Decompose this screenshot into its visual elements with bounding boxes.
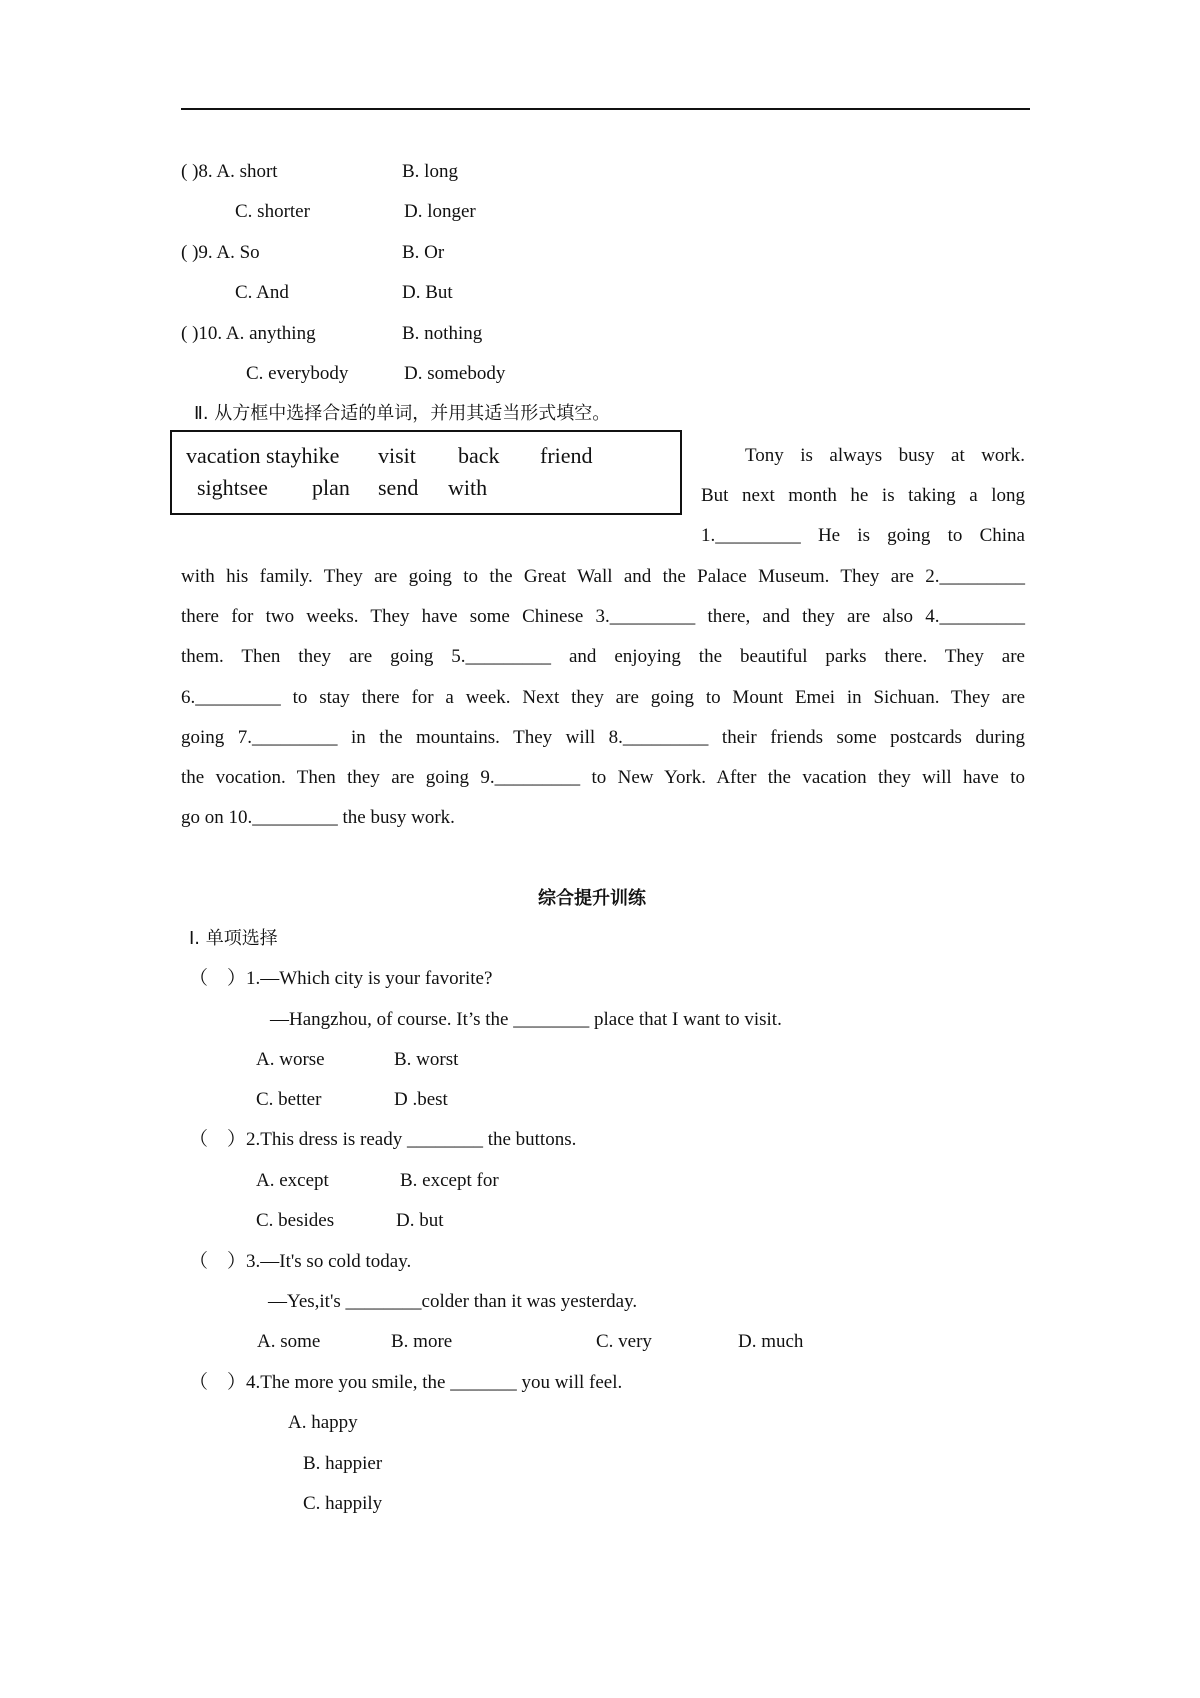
header-rule: [181, 108, 1030, 110]
word-box-word: back: [458, 443, 500, 468]
q4-option-a: A. happy: [288, 1412, 358, 1433]
q3-option-b: B. more: [391, 1331, 453, 1352]
word-box-word: with: [448, 475, 488, 500]
q3-option-c: C. very: [596, 1331, 652, 1352]
passage-line: them. Then they are going 5._________ and enjoying the beautiful parks there. They are: [181, 646, 1025, 667]
q8-option-d: D. longer: [404, 201, 476, 222]
passage-line: going 7._________ in the mountains. They will 8._________ their friends some postcards during: [181, 727, 1025, 748]
q3-option-d: D. much: [738, 1331, 804, 1352]
q9-option-b: B. Or: [402, 242, 445, 263]
q4-stem: （ ）4.The more you smile, the _______ you will feel.: [189, 1372, 623, 1393]
passage-line: with his family. They are going to the Great Wall and the Palace Museum. They are 2._________: [181, 566, 1025, 587]
q3-stem: （ ）3.—It's so cold today.: [189, 1251, 412, 1272]
passage-line: But next month he is taking a long: [701, 485, 1025, 506]
q2-option-d: D. but: [396, 1210, 444, 1231]
q10-stem: ( )10. A. anything: [181, 323, 316, 344]
q2-option-a: A. except: [256, 1170, 329, 1191]
section2-heading: Ⅱ. 从方框中选择合适的单词，并用其适当形式填空。: [194, 403, 611, 424]
word-box-word: friend: [540, 443, 593, 468]
word-box-word: sightsee: [197, 475, 268, 500]
q10-option-c: C. everybody: [246, 363, 349, 384]
q4-option-b: B. happier: [303, 1453, 383, 1474]
q3-option-a: A. some: [257, 1331, 321, 1352]
q8-stem: ( )8. A. short: [181, 161, 278, 182]
q1-option-d: D .best: [394, 1089, 448, 1110]
q3-reply: —Yes,it's ________colder than it was yesterday.: [268, 1291, 638, 1312]
q1-stem: （ ）1.—Which city is your favorite?: [189, 968, 493, 989]
q1-option-b: B. worst: [394, 1049, 459, 1070]
q1-reply: —Hangzhou, of course. It’s the ________ place that I want to visit.: [270, 1009, 782, 1030]
q10-option-b: B. nothing: [402, 323, 483, 344]
q1-option-a: A. worse: [256, 1049, 325, 1070]
q9-option-c: C. And: [235, 282, 289, 303]
passage-line: the vocation. Then they are going 9._________ to New York. After the vacation they will have to: [181, 767, 1025, 788]
section-title: 综合提升训练: [538, 888, 646, 909]
q9-option-d: D. But: [402, 282, 453, 303]
q2-option-c: C. besides: [256, 1210, 335, 1231]
passage-line: 6._________ to stay there for a week. Next they are going to Mount Emei in Sichuan. They are: [181, 687, 1025, 708]
word-box-word: plan: [312, 475, 350, 500]
passage-line: 1._________ He is going to China: [701, 525, 1025, 546]
q8-option-c: C. shorter: [235, 201, 310, 222]
passage-line: Tony is always busy at work.: [745, 445, 1025, 466]
word-box-word: vacation stayhike: [186, 443, 340, 468]
word-box-word: send: [378, 475, 419, 500]
word-box-word: visit: [378, 443, 416, 468]
q2-stem: （ ）2.This dress is ready ________ the buttons.: [189, 1129, 577, 1150]
q9-stem: ( )9. A. So: [181, 242, 260, 263]
passage-line: there for two weeks. They have some Chinese 3._________ there, and they are also 4._________: [181, 606, 1025, 627]
q2-option-b: B. except for: [400, 1170, 499, 1191]
passage-line: go on 10._________ the busy work.: [181, 807, 455, 828]
q10-option-d: D. somebody: [404, 363, 506, 384]
q4-option-c: C. happily: [303, 1493, 383, 1514]
q8-option-b: B. long: [402, 161, 458, 182]
section3-sub-heading: Ⅰ. 单项选择: [189, 928, 278, 949]
q1-option-c: C. better: [256, 1089, 322, 1110]
